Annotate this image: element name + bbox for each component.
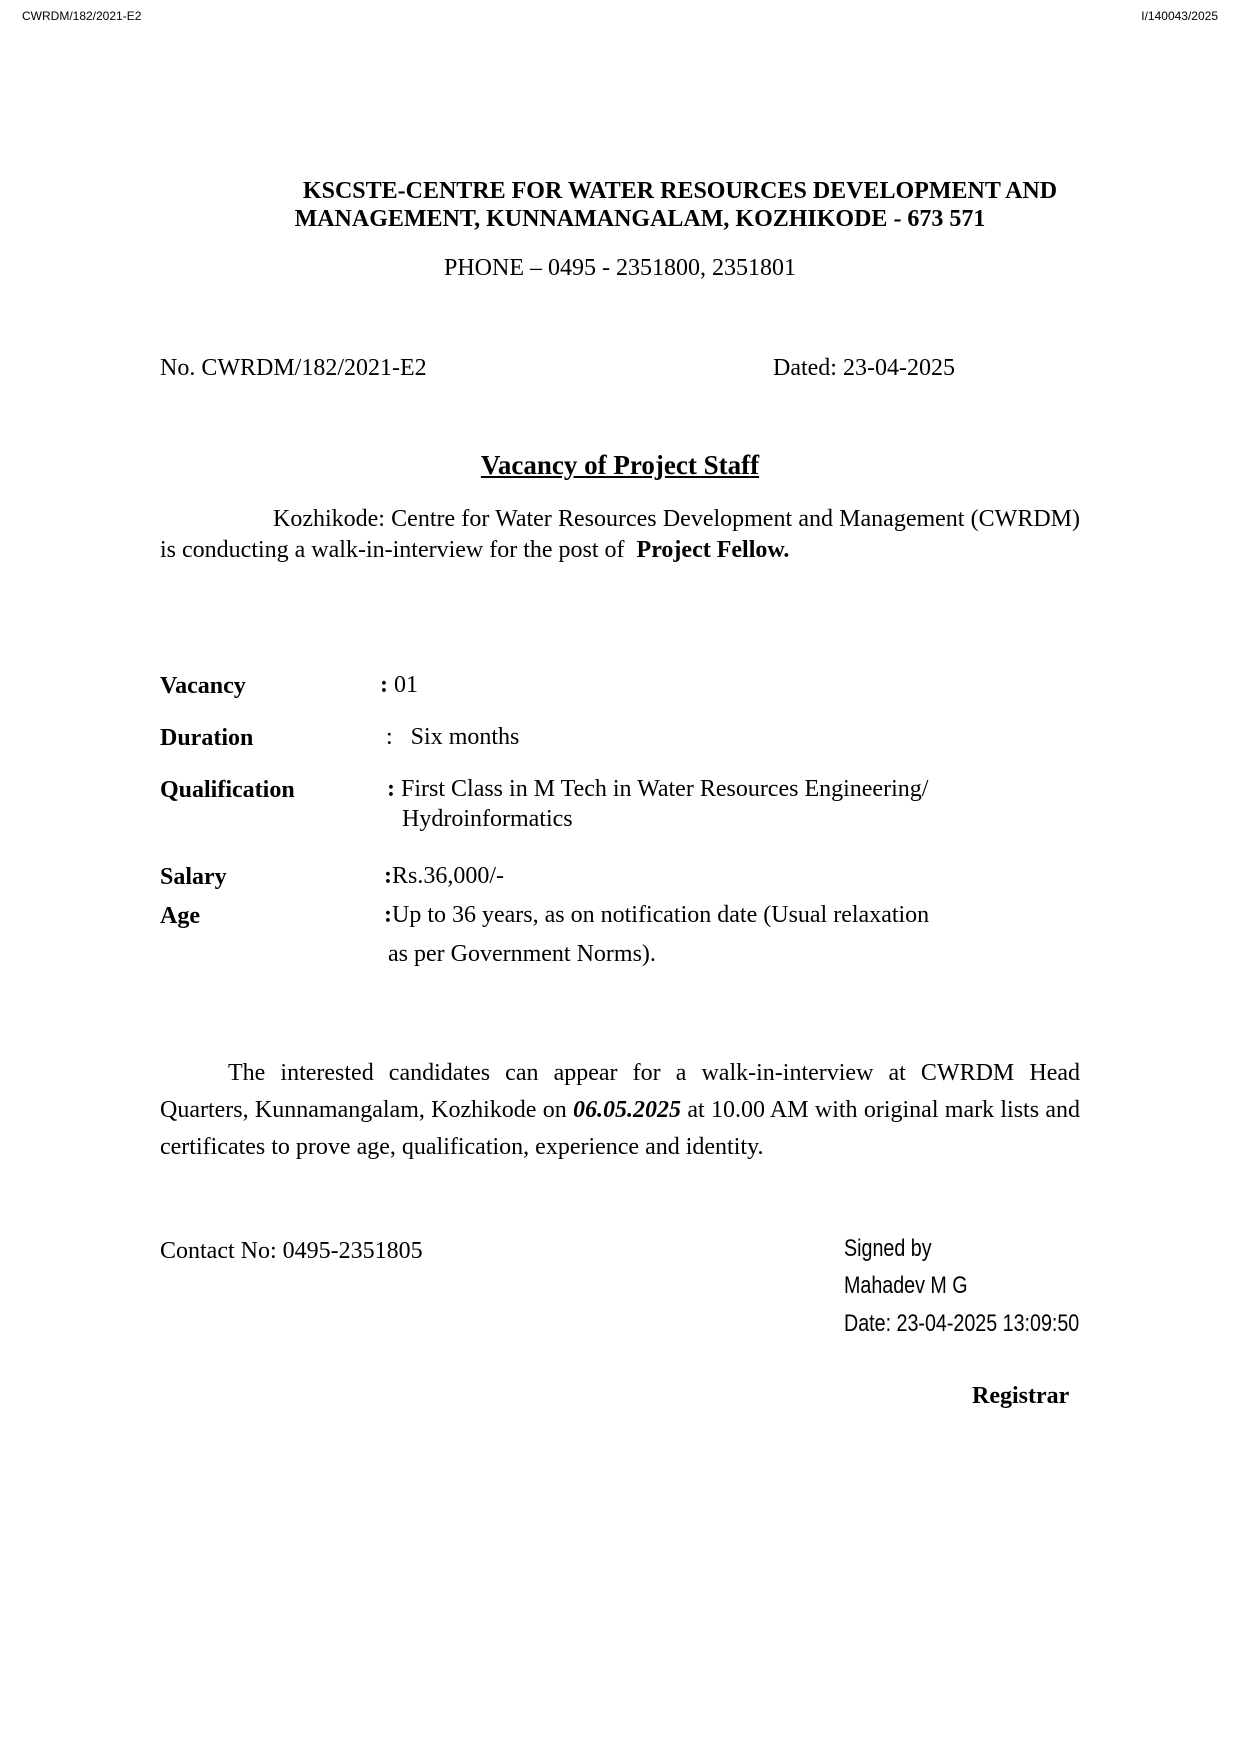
salary-label: Salary [160, 864, 227, 890]
qualification-label: Qualification [160, 777, 295, 803]
signature-name: Mahadev M G [844, 1272, 968, 1299]
vacancy-label: Vacancy [160, 673, 246, 699]
interview-text-after: at 10.00 AM with original mark lists and certificates to prove age, qualification, experience and identity. [160, 1097, 1080, 1160]
organization-name-line2: MANAGEMENT, KUNNAMANGALAM, KOZHIKODE - 673 571 [294, 206, 986, 232]
qualification-value-line1: : First Class in M Tech in Water Resources Engineering/ [387, 776, 929, 802]
interview-text-before: The interested candidates can appear for a walk-in-interview at CWRDM Head Quarters, Kunnamangalam, Kozhikode on [160, 1060, 1080, 1123]
age-value-line1: :Up to 36 years, as on notification date (Usual relaxation [384, 902, 930, 928]
post-name: Project Fellow. [636, 537, 790, 563]
notice-intro [160, 504, 1080, 566]
age-value: Up to 36 years, as on notification date (Usual relaxation [392, 902, 930, 928]
duration-value: Six months [410, 724, 520, 750]
inward-reference: I/140043/2025 [1141, 9, 1218, 23]
reference-date: Dated: 23-04-2025 [773, 355, 955, 381]
signature-date: Date: 23-04-2025 13:09:50 [844, 1310, 1080, 1337]
notice-title: Vacancy of Project Staff [480, 450, 760, 480]
salary-value: Rs.36,000/- [392, 863, 505, 889]
reference-number: No. CWRDM/182/2021-E2 [160, 355, 427, 381]
interview-paragraph [160, 1055, 1080, 1166]
qualification-value-line2: Hydroinformatics [402, 806, 573, 832]
vacancy-value: 01 [394, 672, 418, 698]
salary-value-line: :Rs.36,000/- [384, 863, 505, 889]
signature-signed-by: Signed by [844, 1235, 932, 1262]
age-label: Age [160, 903, 200, 929]
interview-date: 06.05.2025 [573, 1097, 682, 1123]
duration-value-line: : Six months [386, 724, 520, 750]
contact-number: Contact No: 0495-2351805 [160, 1238, 423, 1264]
qualification-value: First Class in M Tech in Water Resources Engineering/ [401, 776, 929, 802]
file-reference: CWRDM/182/2021-E2 [22, 9, 142, 23]
organization-phone: PHONE – 0495 - 2351800, 2351801 [444, 255, 796, 281]
organization-name-line1: KSCSTE-CENTRE FOR WATER RESOURCES DEVELOPMENT AND [302, 178, 1058, 204]
age-value-line2: as per Government Norms). [388, 941, 656, 967]
vacancy-value-line: : 01 [380, 672, 418, 698]
duration-label: Duration [160, 725, 254, 751]
intro-text: Kozhikode: Centre for Water Resources Development and Management (CWRDM) is conducting a walk-in-interview for the post of [160, 506, 1080, 563]
signatory-designation: Registrar [972, 1383, 1070, 1409]
